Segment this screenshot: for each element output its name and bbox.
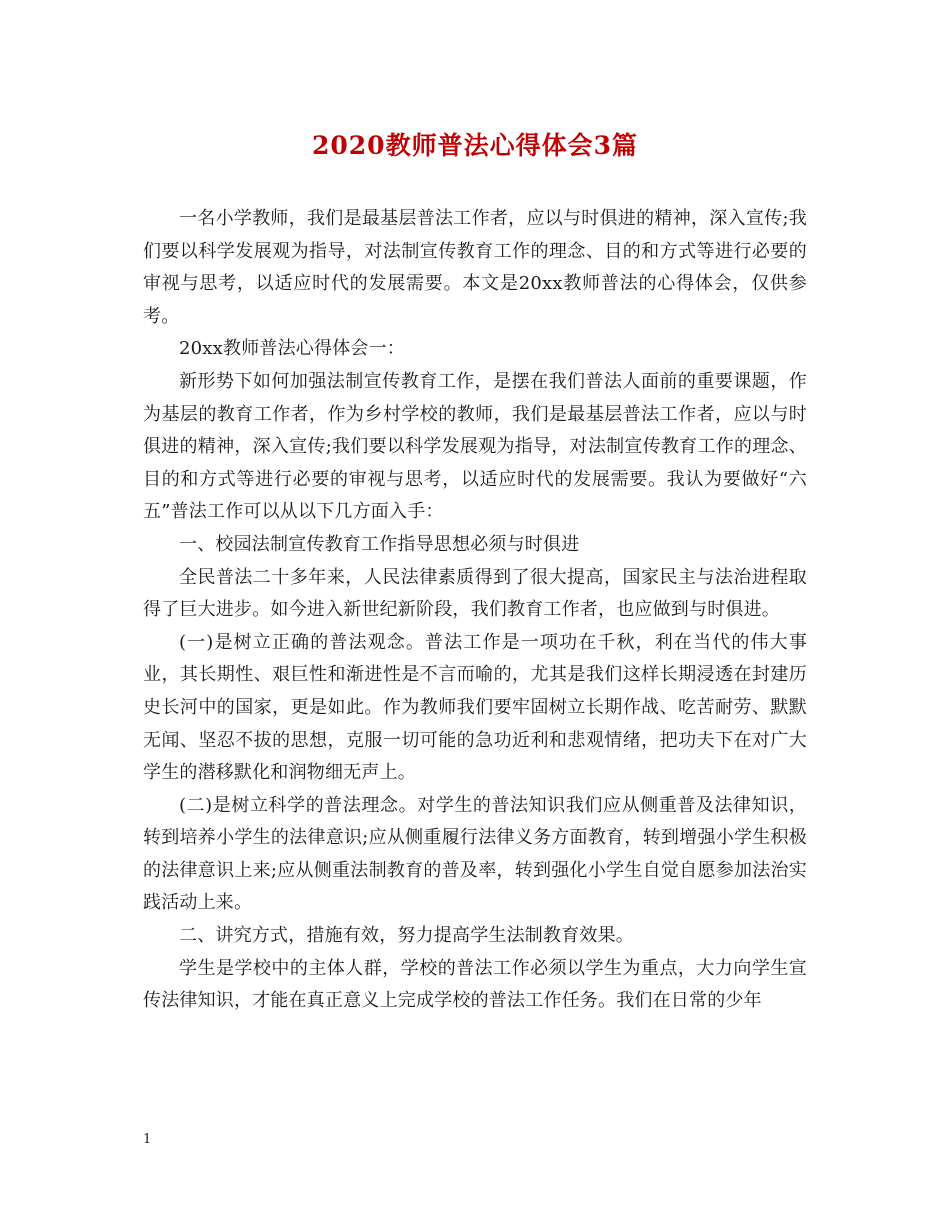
paragraph-national-progress: 全民普法二十多年来，人民法律素质得到了很大提高，国家民主与法治进程取得了巨大进步。如今进入新世纪新阶段，我们教育工作者，也应做到与时俱进。 (143, 566, 807, 621)
paragraph-point-two: (二)是树立科学的普法理念。对学生的普法知识我们应从侧重普及法律知识，转到培养小学生的法律意识;应从侧重履行法律义务方面教育，转到增强小学生积极的法律意识上来;应从侧重法制教育的普及率，转到强化小学生自觉自愿参加法治实践活动上来。 (143, 794, 807, 914)
section-heading-1: 一、校园法制宣传教育工作指导思想必须与时俱进 (179, 533, 580, 555)
document-body (143, 203, 807, 1018)
document-title: 2020教师普法心得体会3篇 (312, 131, 638, 160)
page-number: 1 (143, 1132, 152, 1147)
paragraph-new-situation: 新形势下如何加强法制宣传教育工作，是摆在我们普法人面前的重要课题，作为基层的教育工作者，作为乡村学校的教师，我们是最基层普法工作者，应以与时俱进的精神，深入宣传;我们要以科学发展观为指导，对法制宣传教育工作的理念、目的和方式等进行必要的审视与思考，以适应时代的发展需要。我认为要做好“六五”普法工作可以从以下几方面入手： (143, 370, 807, 523)
paragraph-intro: 一名小学教师，我们是最基层普法工作者，应以与时俱进的精神，深入宣传;我们要以科学发展观为指导，对法制宣传教育工作的理念、目的和方式等进行必要的审视与思考，以适应时代的发展需要。本文是20xx教师普法的心得体会，仅供参考。 (143, 208, 807, 327)
paragraph-heading-one: 20xx教师普法心得体会一： (179, 338, 406, 360)
paragraph-point-one: (一)是树立正确的普法观念。普法工作是一项功在千秋，利在当代的伟大事业，其长期性、艰巨性和渐进性是不言而喻的，尤其是我们这样长期浸透在封建历史长河中的国家，更是如此。作为教师我们要牢固树立长期作战、吃苦耐劳、默默无闻、坚忍不拔的思想，克服一切可能的急功近利和悲观情绪，把功夫下在对广大学生的潜移默化和润物细无声上。 (143, 631, 807, 784)
paragraph-students-focus: 学生是学校中的主体人群，学校的普法工作必须以学生为重点，大力向学生宣传法律知识，才能在真正意义上完成学校的普法工作任务。我们在日常的少年 (143, 957, 807, 1012)
section-heading-2: 二、讲究方式，措施有效，努力提高学生法制教育效果。 (179, 925, 634, 947)
